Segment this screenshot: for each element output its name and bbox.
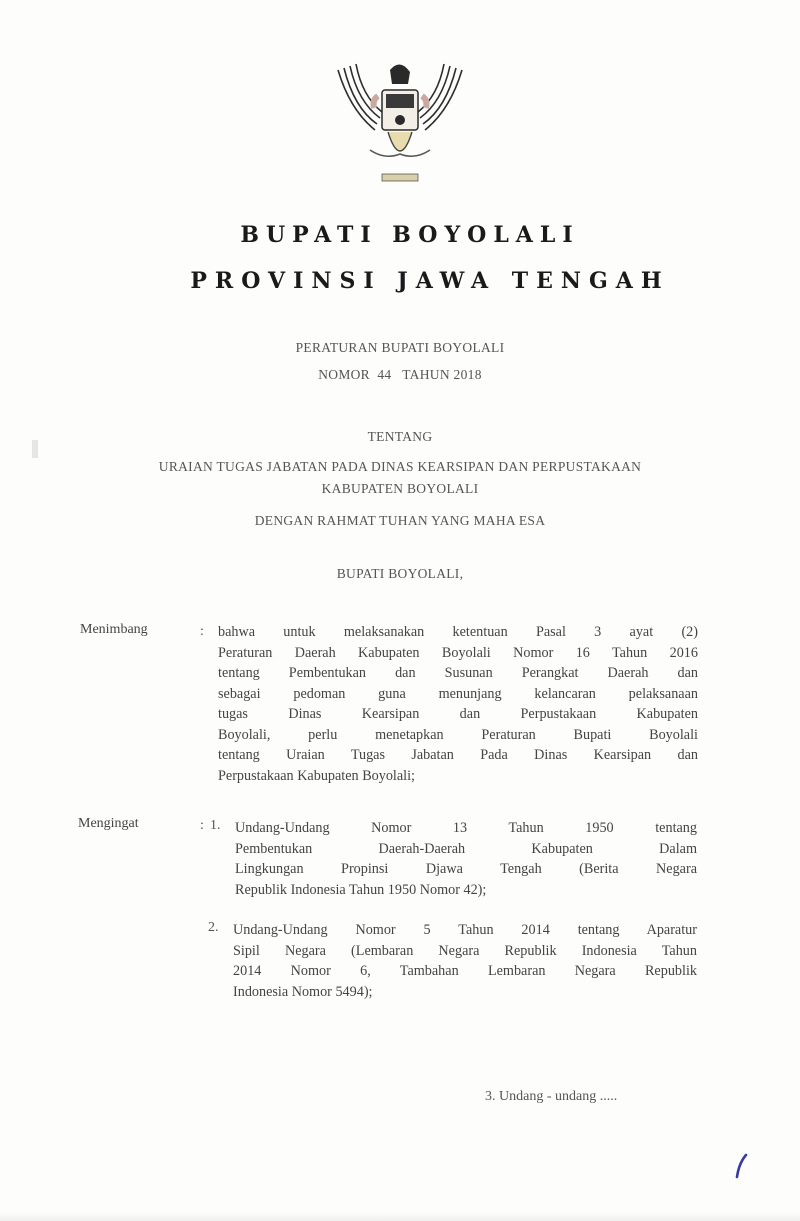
mengingat-label: Mengingat [78, 816, 139, 831]
text-line: Boyolali, perlu menetapkan Peraturan Bupati Boyolali [218, 726, 698, 743]
initial-mark-icon [733, 1153, 749, 1181]
text-line: Indonesia Nomor 5494); [233, 983, 373, 1000]
province-title: PROVINSI JAWA TENGAH [190, 268, 670, 294]
text-line: Sipil Negara (Lembaran Negara Republik Indonesia Tahun [233, 942, 697, 959]
text-line: tugas Dinas Kearsipan dan Perpustakaan Kabupaten [218, 706, 698, 722]
text-line: 2014 Nomor 6, Tambahan Lembaran Negara Republik [233, 963, 697, 979]
subject-line-1: URAIAN TUGAS JABATAN PADA DINAS KEARSIPAN DAN PERPUSTAKAAN [158, 459, 642, 474]
text-line: Pembentukan Daerah-Daerah Kabupaten Dalam [235, 840, 697, 857]
text-line: Republik Indonesia Tahun 1950 Nomor 42); [235, 881, 487, 898]
mengingat-item-2 [233, 920, 697, 1002]
text-line: tentang Pembentukan dan Susunan Perangkat Daerah dan [218, 665, 698, 681]
menimbang-paragraph [218, 622, 698, 786]
issuer-signoff: BUPATI BOYOLALI, [336, 566, 464, 581]
about-label: TENTANG [367, 429, 433, 444]
mengingat-colon: : [200, 818, 204, 833]
mengingat-item-1 [235, 818, 697, 900]
menimbang-colon: : [200, 624, 204, 639]
item-number: 1. [210, 818, 221, 833]
text-line: bahwa untuk melaksanakan ketentuan Pasal 3 ayat (2) [218, 624, 698, 640]
text-line: Perpustakaan Kabupaten Boyolali; [218, 767, 415, 784]
subject-line-2: KABUPATEN BOYOLALI [321, 481, 479, 496]
item-number: 2. [208, 920, 219, 935]
garuda-emblem-icon [330, 50, 470, 195]
menimbang-label: Menimbang [80, 622, 148, 637]
text-line: Peraturan Daerah Kabupaten Boyolali Nomor 16 Tahun 2016 [218, 644, 698, 661]
text-line: Lingkungan Propinsi Djawa Tengah (Berita Negara [235, 861, 697, 877]
text-line: Undang-Undang Nomor 5 Tahun 2014 tentang Aparatur [233, 922, 697, 938]
regulation-number: NOMOR 44 TAHUN 2018 [318, 367, 482, 382]
issuer-title: BUPATI BOYOLALI [240, 222, 580, 248]
text-line: tentang Uraian Tugas Jabatan Pada Dinas Kearsipan dan [218, 747, 698, 763]
continuation-text: 3. Undang - undang ..... [485, 1089, 618, 1104]
preamble: DENGAN RAHMAT TUHAN YANG MAHA ESA [254, 513, 546, 528]
scan-edge [0, 1212, 800, 1221]
text-line: Undang-Undang Nomor 13 Tahun 1950 tentang [235, 820, 697, 836]
regulation-type: PERATURAN BUPATI BOYOLALI [295, 340, 505, 355]
text-line: sebagai pedoman guna menunjang kelancaran pelaksanaan [218, 685, 698, 702]
